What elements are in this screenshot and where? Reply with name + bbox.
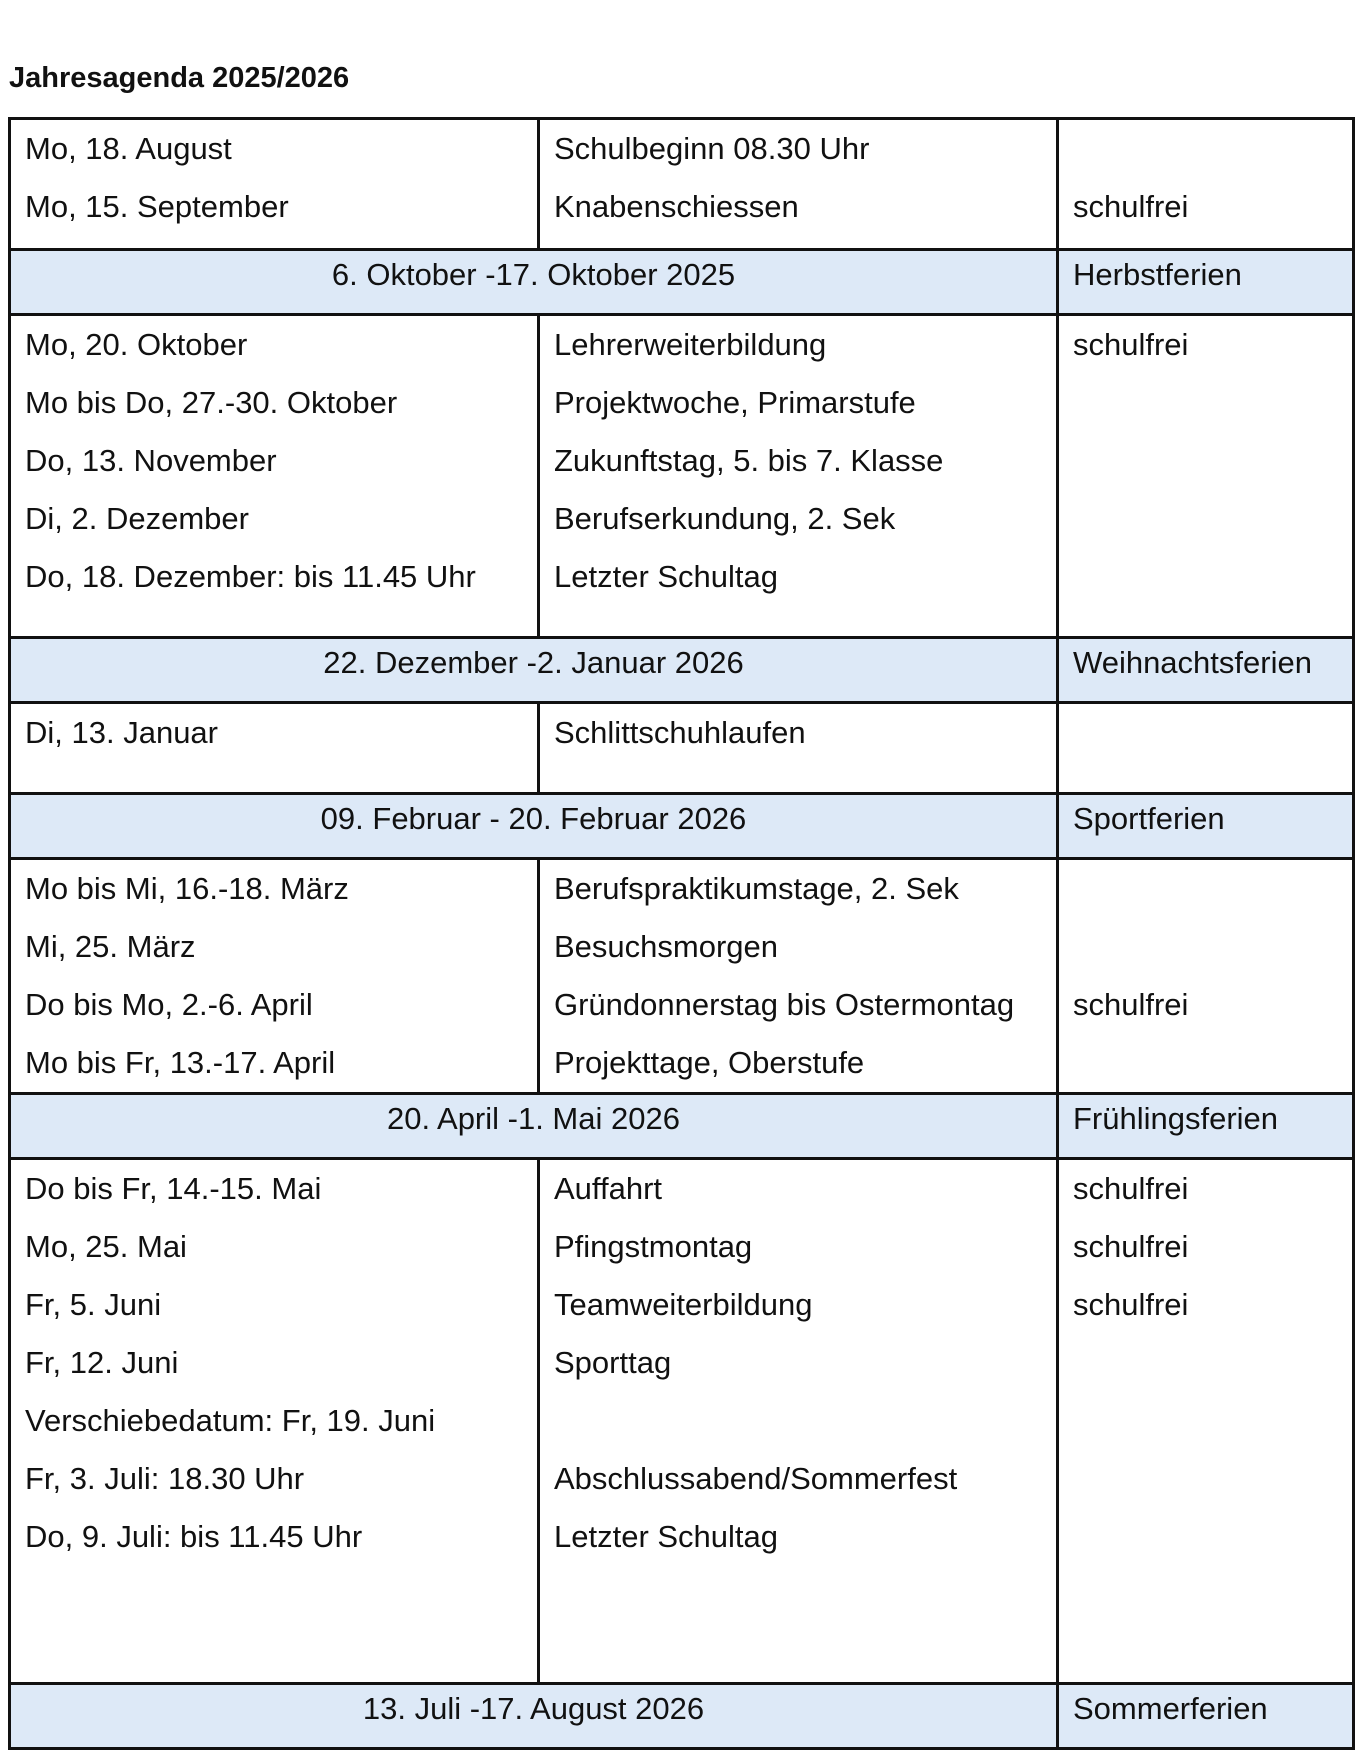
note-text: [1059, 374, 1352, 432]
holiday-name-cell: [1058, 638, 1354, 703]
note-text: [1059, 704, 1352, 762]
event-text: Teamweiterbildung: [554, 1287, 813, 1322]
date-column: [10, 315, 539, 638]
date-text: Di, 13. Januar: [25, 715, 218, 750]
holiday-row: [10, 638, 1354, 703]
date-column: [10, 859, 539, 1094]
holiday-row: [10, 1684, 1354, 1749]
date-text: Do, 13. November: [25, 443, 277, 478]
agenda-block: [10, 703, 1354, 794]
event-text: Schulbeginn 08.30 Uhr: [554, 131, 870, 166]
event-text: Letzter Schultag: [554, 1519, 779, 1554]
date-text: Do bis Fr, 14.-15. Mai: [25, 1171, 322, 1206]
date-text: Mo bis Fr, 13.-17. April: [25, 1045, 336, 1080]
date-text: Mo bis Do, 27.-30. Oktober: [25, 385, 398, 420]
page-title: Jahresagenda 2025/2026: [9, 62, 350, 94]
agenda-table: [8, 117, 1355, 1750]
note-text: [1059, 1450, 1352, 1508]
holiday-name: Sommerferien: [1073, 1691, 1268, 1726]
holiday-range-cell: [10, 638, 1058, 703]
date-text: Fr, 5. Juni: [25, 1287, 162, 1322]
event-column: [539, 859, 1058, 1094]
event-text: Berufserkundung, 2. Sek: [554, 501, 896, 536]
holiday-name: Herbstferien: [1073, 257, 1242, 292]
holiday-range: 6. Oktober -17. Oktober 2025: [331, 257, 736, 292]
date-column: [10, 1159, 539, 1684]
note-text: schulfrei: [1073, 189, 1189, 224]
note-text: [1059, 918, 1352, 976]
note-text: [1059, 1392, 1352, 1450]
holiday-range-cell: [10, 1684, 1058, 1749]
date-text: Do, 9. Juli: bis 11.45 Uhr: [25, 1519, 363, 1554]
date-text: Do, 18. Dezember: bis 11.45 Uhr: [25, 559, 476, 594]
event-text: Abschlussabend/Sommerfest: [554, 1461, 958, 1496]
date-text: Mo bis Mi, 16.-18. März: [25, 871, 349, 906]
note-column: [1058, 1159, 1354, 1684]
note-text: [1059, 1508, 1352, 1566]
date-text: Fr, 3. Juli: 18.30 Uhr: [25, 1461, 305, 1496]
event-column: [539, 703, 1058, 794]
note-text: [1059, 490, 1352, 548]
holiday-name-cell: [1058, 794, 1354, 859]
holiday-name-cell: [1058, 1684, 1354, 1749]
note-column: [1058, 315, 1354, 638]
holiday-range: 13. Juli -17. August 2026: [362, 1691, 705, 1726]
holiday-name-cell: [1058, 1094, 1354, 1159]
note-text: [1059, 548, 1352, 606]
agenda-block: [10, 1159, 1354, 1684]
note-column: [1058, 859, 1354, 1094]
event-text: Besuchsmorgen: [554, 929, 779, 964]
note-column: [1058, 703, 1354, 794]
event-text: [540, 1392, 1056, 1450]
date-text: Mo, 18. August: [25, 131, 232, 166]
note-text: schulfrei: [1073, 327, 1189, 362]
event-text: Pfingstmontag: [554, 1229, 753, 1264]
holiday-name: Weihnachtsferien: [1073, 645, 1312, 680]
event-text: Sporttag: [554, 1345, 672, 1380]
holiday-name-cell: [1058, 250, 1354, 315]
note-text: schulfrei: [1073, 1287, 1189, 1322]
event-text: Projektwoche, Primarstufe: [554, 385, 916, 420]
event-column: [539, 315, 1058, 638]
event-text: Knabenschiessen: [554, 189, 799, 224]
note-text: [1059, 1334, 1352, 1392]
date-text: Mo, 25. Mai: [25, 1229, 187, 1264]
holiday-range: 22. Dezember -2. Januar 2026: [323, 645, 744, 680]
date-text: Verschiebedatum: Fr, 19. Juni: [25, 1403, 436, 1438]
event-text: Schlittschuhlaufen: [554, 715, 806, 750]
event-text: Lehrerweiterbildung: [554, 327, 827, 362]
event-text: Zukunftstag, 5. bis 7. Klasse: [554, 443, 944, 478]
event-text: Auffahrt: [554, 1171, 663, 1206]
note-text: [1059, 1034, 1352, 1092]
agenda-block: [10, 859, 1354, 1094]
date-text: Do bis Mo, 2.-6. April: [25, 987, 313, 1022]
holiday-range: 20. April -1. Mai 2026: [387, 1101, 680, 1136]
date-text: Mo, 20. Oktober: [25, 327, 248, 362]
holiday-row: [10, 1094, 1354, 1159]
note-text: schulfrei: [1073, 1229, 1189, 1264]
date-text: Di, 2. Dezember: [25, 501, 249, 536]
note-text: schulfrei: [1073, 987, 1189, 1022]
holiday-range-cell: [10, 1094, 1058, 1159]
date-text: Mo, 15. September: [25, 189, 289, 224]
agenda-block: [10, 119, 1354, 250]
event-text: Letzter Schultag: [554, 559, 779, 594]
date-column: [10, 703, 539, 794]
note-text: [1059, 120, 1352, 178]
note-text: schulfrei: [1073, 1171, 1189, 1206]
date-column: [10, 119, 539, 250]
holiday-range-cell: [10, 794, 1058, 859]
note-column: [1058, 119, 1354, 250]
date-text: Fr, 12. Juni: [25, 1345, 179, 1380]
holiday-row: [10, 794, 1354, 859]
agenda-block: [10, 315, 1354, 638]
date-text: Mi, 25. März: [25, 929, 196, 964]
note-text: [1059, 432, 1352, 490]
holiday-row: [10, 250, 1354, 315]
note-text: [1059, 860, 1352, 918]
event-text: Berufspraktikumstage, 2. Sek: [554, 871, 959, 906]
event-column: [539, 1159, 1058, 1684]
holiday-name: Frühlingsferien: [1073, 1101, 1279, 1136]
event-text: Gründonnerstag bis Ostermontag: [554, 987, 1015, 1022]
holiday-range: 09. Februar - 20. Februar 2026: [320, 801, 747, 836]
holiday-range-cell: [10, 250, 1058, 315]
holiday-name: Sportferien: [1073, 801, 1225, 836]
event-text: Projekttage, Oberstufe: [554, 1045, 865, 1080]
event-column: [539, 119, 1058, 250]
